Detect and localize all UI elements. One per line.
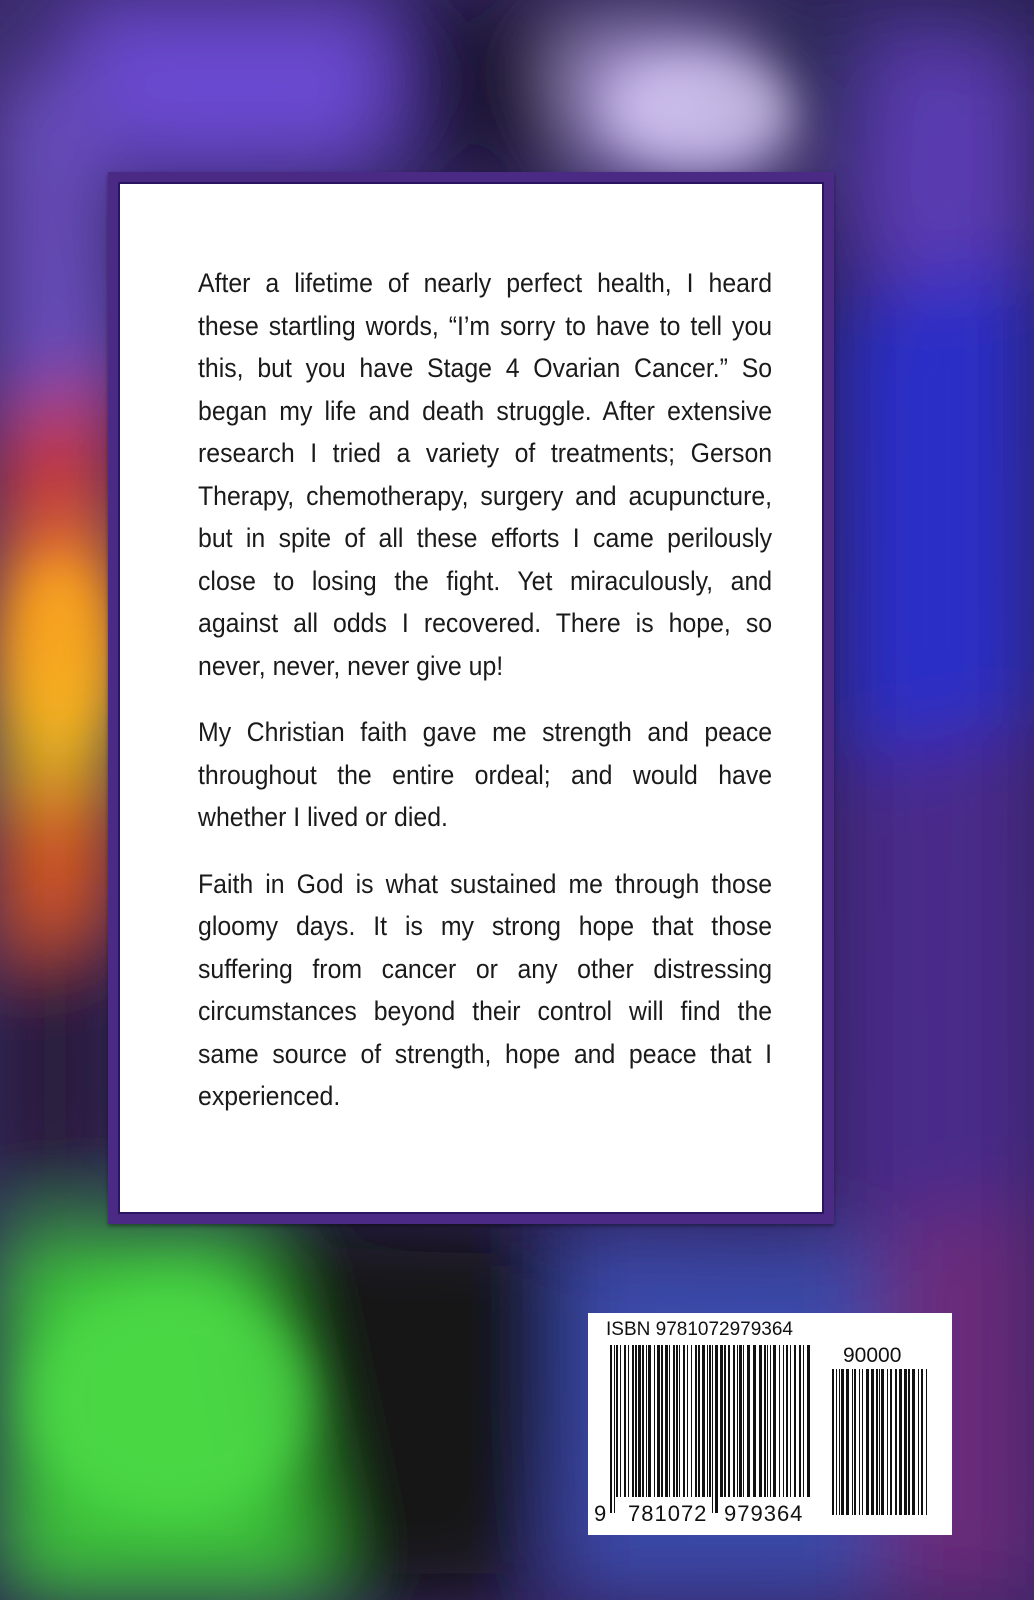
barcode-bar	[803, 1345, 804, 1497]
blurb-paragraph-1: After a lifetime of nearly perfect health, I heard these startling words, “I’m sorry to have to tell you this, but you have Stage 4 Ovarian Cancer.” So began my life and death struggle. After extensive research I tried a variety of treatments; Gerson Therapy, chemotherapy, surgery and acupuncture, but in spite of all these efforts I came perilously close to losing the fight. Yet miraculously, and against all odds I recovered. There is hope, so never, never, never give up!	[198, 268, 773, 681]
barcode-bar	[679, 1345, 680, 1497]
barcode-bar	[632, 1345, 634, 1497]
barcode-bar	[616, 1345, 618, 1497]
barcode-bar	[733, 1345, 735, 1497]
barcode-bar	[661, 1345, 663, 1497]
barcode-bar	[786, 1345, 788, 1497]
barcode-bar	[881, 1369, 884, 1515]
barcode-digits-left: 781072	[628, 1501, 708, 1526]
barcode-bar	[702, 1345, 705, 1497]
barcode-digit-lead: 9	[594, 1501, 608, 1526]
barcode-bar	[638, 1345, 641, 1497]
isbn-barcode-block	[588, 1313, 952, 1535]
barcode-bar	[614, 1345, 615, 1513]
barcode-bar	[753, 1345, 756, 1497]
barcode-bar	[610, 1345, 612, 1513]
barcode-bar	[773, 1345, 776, 1497]
barcode-bar	[841, 1369, 844, 1515]
barcode-bar	[691, 1345, 692, 1497]
barcode-bar	[657, 1345, 660, 1497]
barcode-bar	[879, 1369, 880, 1515]
barcode-bar	[887, 1369, 888, 1515]
barcode-bar	[859, 1369, 860, 1515]
barcode-bar	[724, 1345, 726, 1497]
barcode-bar	[836, 1369, 837, 1515]
barcode-bar	[635, 1345, 637, 1497]
barcode-bar	[779, 1345, 780, 1497]
barcode-bar	[698, 1345, 700, 1497]
barcode-bar	[683, 1345, 685, 1497]
barcode-bar	[866, 1369, 869, 1515]
barcode-bar	[854, 1369, 856, 1515]
barcode-bar	[839, 1369, 840, 1515]
barcode-bar	[832, 1369, 834, 1515]
barcode-bar	[794, 1345, 796, 1497]
price-addon-barcode	[832, 1369, 930, 1517]
barcode-bar	[767, 1345, 768, 1497]
barcode-digits-right: 979364	[724, 1501, 804, 1526]
barcode-bar	[908, 1369, 910, 1515]
barcode-bar	[895, 1369, 897, 1515]
barcode-bar	[715, 1345, 718, 1513]
barcode-bar	[707, 1345, 708, 1497]
barcode-bar	[620, 1345, 621, 1497]
barcode-bar	[799, 1345, 801, 1497]
barcode-bar	[807, 1345, 810, 1497]
barcode-bar	[743, 1345, 744, 1497]
barcode-bar	[695, 1345, 697, 1497]
barcode-bar	[628, 1345, 629, 1497]
isbn-label: ISBN 9781072979364	[606, 1319, 793, 1340]
barcode-bar	[646, 1345, 647, 1497]
barcode-bar	[783, 1345, 784, 1497]
barcode-bar	[747, 1345, 750, 1497]
barcode-bar	[624, 1345, 626, 1497]
barcode-bar	[846, 1369, 849, 1515]
barcode-bar	[712, 1345, 713, 1513]
barcode-bar	[876, 1369, 878, 1515]
back-cover-blurb	[198, 262, 772, 1142]
blurb-paragraph-2: My Christian faith gave me strength and peace throughout the entire ordeal; and would have whether I lived or died.	[198, 717, 773, 832]
barcode-bar	[770, 1345, 771, 1497]
barcode-bar	[728, 1345, 730, 1497]
barcode-bar	[709, 1345, 711, 1497]
barcode-bar	[737, 1345, 738, 1497]
barcode-bar	[669, 1345, 670, 1497]
barcode-bar	[899, 1369, 902, 1515]
barcode-bar	[642, 1345, 644, 1497]
barcode-bar	[739, 1345, 742, 1497]
barcode-bar	[673, 1345, 675, 1497]
barcode-bar	[904, 1369, 907, 1515]
barcode-bar	[720, 1345, 723, 1497]
barcode-bar	[764, 1345, 766, 1497]
barcode-bar	[912, 1369, 915, 1515]
blurb-paragraph-3: Faith in God is what sustained me through those gloomy days. It is my strong hope that those suffering from cancer or any other distressing circumstances beyond their control will find the same source of strength, hope and peace that I experienced.	[198, 868, 773, 1111]
barcode-bar	[918, 1369, 919, 1515]
ean13-barcode	[610, 1345, 810, 1517]
barcode-bar	[890, 1369, 892, 1515]
barcode-bar	[862, 1369, 863, 1515]
barcode-bar	[759, 1345, 762, 1497]
barcode-bar	[654, 1345, 655, 1497]
barcode-bar	[926, 1369, 927, 1515]
blurb-panel	[108, 172, 834, 1224]
barcode-bar	[648, 1345, 651, 1497]
barcode-bar	[852, 1369, 853, 1515]
barcode-bar	[871, 1369, 874, 1515]
barcode-bar	[676, 1345, 678, 1497]
barcode-bar	[790, 1345, 791, 1497]
barcode-bar	[665, 1345, 668, 1497]
price-code-label: 90000	[843, 1344, 902, 1367]
barcode-bar	[921, 1369, 923, 1515]
barcode-bar	[687, 1345, 688, 1497]
